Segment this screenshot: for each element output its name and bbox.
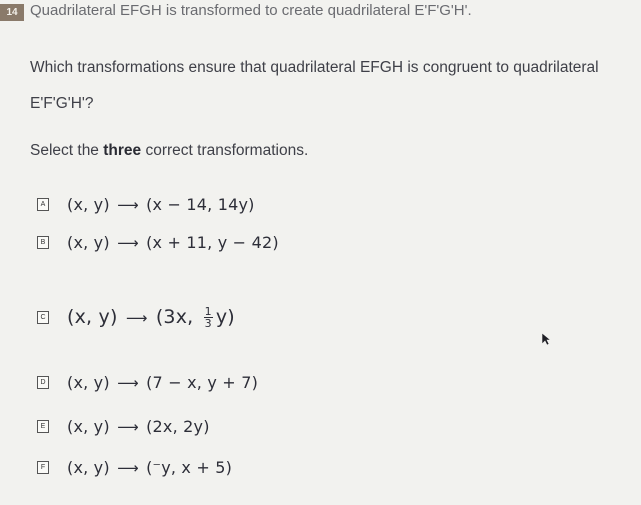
option-f-expression — [67, 458, 232, 477]
mouse-pointer-icon — [541, 332, 551, 346]
option-c[interactable] — [37, 306, 235, 329]
option-c-rhs-pre: (3x, — [155, 306, 200, 328]
instruction-suffix: correct transformations. — [141, 142, 309, 159]
option-f-rhs: (⁻y, x + 5) — [146, 458, 233, 477]
option-b-rhs: (x + 11, y − 42) — [146, 233, 279, 252]
question-text: Which transformations ensure that quadrilateral EFGH is congruent to quadrilateral E'F'G'H'? — [30, 59, 599, 112]
option-c-expression — [67, 306, 235, 329]
option-f-checkbox[interactable]: F — [37, 461, 49, 474]
instruction-prefix: Select the — [30, 142, 104, 159]
arrow-icon: ⟶ — [117, 459, 139, 477]
option-c-rhs-post: y) — [215, 306, 235, 328]
arrow-icon: ⟶ — [117, 234, 139, 252]
option-b-lhs: (x, y) — [67, 233, 110, 252]
instruction-text — [30, 142, 308, 160]
option-e-expression — [67, 417, 210, 436]
arrow-icon: ⟶ — [117, 418, 139, 436]
question-number-badge: 14 — [0, 4, 24, 21]
option-a-rhs: (x − 14, 14y) — [146, 195, 255, 214]
option-d-expression — [67, 373, 258, 392]
option-c-lhs: (x, y) — [67, 306, 118, 328]
option-b-checkbox[interactable]: B — [37, 236, 49, 249]
option-a-expression — [67, 195, 255, 214]
option-f[interactable] — [37, 458, 232, 477]
arrow-icon: ⟶ — [117, 196, 139, 214]
option-e-lhs: (x, y) — [67, 417, 110, 436]
option-a[interactable] — [37, 195, 255, 214]
option-e-checkbox[interactable]: E — [37, 420, 49, 433]
option-c-fraction — [204, 306, 213, 329]
instruction-emphasis: three — [103, 142, 142, 159]
option-b[interactable] — [37, 233, 279, 252]
option-d-rhs: (7 − x, y + 7) — [146, 373, 259, 392]
option-a-lhs: (x, y) — [67, 195, 110, 214]
option-d-lhs: (x, y) — [67, 373, 110, 392]
question-intro: Quadrilateral EFGH is transformed to create quadrilateral E'F'G'H'. — [30, 2, 472, 19]
option-b-expression — [67, 233, 279, 252]
option-a-checkbox[interactable]: A — [37, 198, 49, 211]
option-e-rhs: (2x, 2y) — [146, 417, 210, 436]
fraction-numerator: 1 — [204, 305, 212, 318]
arrow-icon: ⟶ — [125, 309, 148, 327]
fraction-denominator: 3 — [204, 317, 212, 330]
option-c-checkbox[interactable]: C — [37, 311, 49, 324]
option-d-checkbox[interactable]: D — [37, 376, 49, 389]
option-f-lhs: (x, y) — [67, 458, 110, 477]
arrow-icon: ⟶ — [117, 374, 139, 392]
option-e[interactable] — [37, 417, 210, 436]
option-d[interactable] — [37, 373, 258, 392]
